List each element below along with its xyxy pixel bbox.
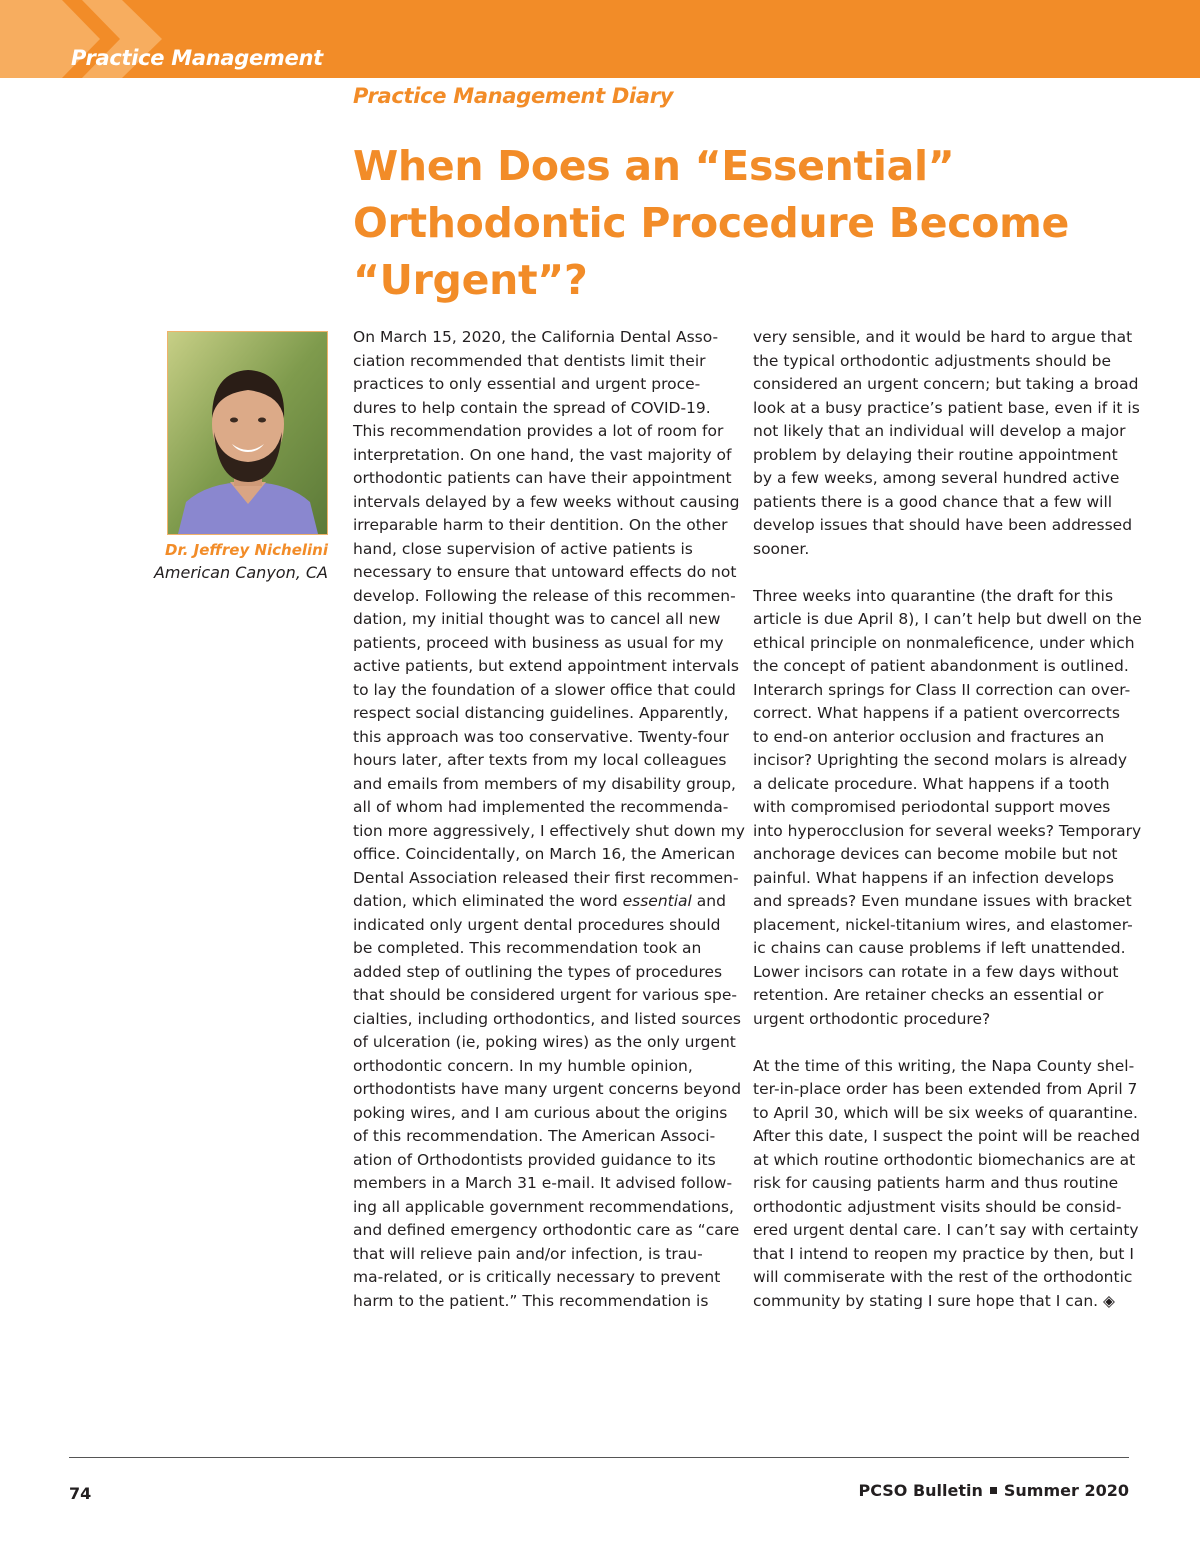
body-line: correct. What happens if a patient overcorrects [753, 704, 1120, 722]
body-line: and defined emergency orthodontic care as “care [353, 1221, 740, 1239]
body-line: At the time of this writing, the Napa County shel- [753, 1056, 1135, 1075]
body-line: hand, close supervision of active patients is [353, 539, 693, 558]
issue-date: Summer 2020 [1003, 1481, 1129, 1500]
body-line: patients there is a good chance that a few will [753, 492, 1113, 511]
author-location: American Canyon, CA [153, 563, 328, 582]
square-separator-icon [990, 1487, 997, 1494]
body-line: to April 30, which will be six weeks of quarantine. [753, 1103, 1138, 1122]
end-mark-icon: ◈ [1103, 1291, 1115, 1310]
body-line: into hyperocclusion for several weeks? Temporary [753, 821, 1142, 840]
publication-name: PCSO Bulletin [858, 1481, 983, 1500]
body-line: office. Coincidentally, on March 16, the American [353, 845, 736, 863]
body-line: ation of Orthodontists provided guidance to its [353, 1150, 716, 1169]
footer-rule [69, 1457, 1129, 1458]
body-line: that I intend to reopen my practice by then, but I [753, 1244, 1134, 1263]
body-line: necessary to ensure that untoward effects do not [353, 563, 737, 581]
body-line: After this date, I suspect the point will be reached [753, 1127, 1140, 1145]
body-line: active patients, but extend appointment intervals [353, 657, 739, 675]
body-line: interpretation. On one hand, the vast majority of [353, 445, 732, 464]
paragraph-gap [753, 561, 1133, 585]
body-line: risk for causing patients harm and thus routine [753, 1174, 1119, 1192]
body-line-last [753, 1290, 1133, 1314]
body-line: be completed. This recommendation took an [353, 939, 702, 957]
body-line: Three weeks into quarantine (the draft for this [753, 586, 1114, 605]
body-line: the concept of patient abandonment is outlined. [753, 657, 1129, 675]
body-line: On March 15, 2020, the California Dental Asso- [353, 328, 719, 346]
body-line: tion more aggressively, I effectively shut down my [353, 821, 745, 840]
body-line: of ulceration (ie, poking wires) as the only urgent [353, 1033, 736, 1051]
body-line: members in a March 31 e-mail. It advised follow- [353, 1174, 733, 1192]
body-line: ciation recommended that dentists limit their [353, 351, 706, 370]
article-title [353, 138, 1113, 309]
section-label: Practice Management [71, 46, 323, 70]
body-line: orthodontists have many urgent concerns beyond [353, 1080, 742, 1098]
body-line: a delicate procedure. What happens if a tooth [753, 774, 1110, 793]
body-line: ethical principle on nonmaleficence, under which [753, 633, 1135, 652]
body-line: harm to the patient.” This recommendation is [353, 1291, 709, 1310]
body-line: to end-on anterior occlusion and fractures an [753, 727, 1105, 746]
body-line: all of whom had implemented the recommenda- [353, 798, 729, 816]
body-line: at which routine orthodontic biomechanics are at [753, 1150, 1136, 1169]
body-line: incisor? Uprighting the second molars is already [753, 751, 1128, 769]
page-number: 74 [69, 1484, 92, 1503]
body-line: that will relieve pain and/or infection, is trau- [353, 1244, 703, 1263]
section-header-bar [0, 0, 1200, 78]
article-column-right [753, 326, 1142, 1313]
body-line: patients, proceed with business as usual for my [353, 633, 724, 652]
body-line: painful. What happens if an infection develops [753, 868, 1114, 887]
body-line: considered an urgent concern; but taking a broad [753, 375, 1139, 393]
body-line: will commiserate with the rest of the orthodontic [753, 1268, 1133, 1286]
body-line: intervals delayed by a few weeks without causing [353, 492, 740, 511]
author-name: Dr. Jeffrey Nichelini [165, 541, 328, 559]
article-title-line: Orthodontic Procedure Become [353, 199, 1070, 247]
body-line: that should be considered urgent for various spe- [353, 986, 737, 1004]
body-line: Interarch springs for Class II correction can over- [753, 680, 1131, 699]
body-line: the typical orthodontic adjustments should be [753, 351, 1112, 370]
body-line: not likely that an individual will develop a major [753, 422, 1126, 440]
body-line: urgent orthodontic procedure? [753, 1009, 991, 1028]
body-line: ered urgent dental care. I can’t say with certainty [753, 1221, 1139, 1239]
body-line: ing all applicable government recommendations, [353, 1197, 734, 1216]
body-line: look at a busy practice’s patient base, even if it is [753, 398, 1140, 417]
body-line: this approach was too conservative. Twenty-four [353, 727, 729, 746]
body-line: anchorage devices can become mobile but not [753, 845, 1118, 863]
body-line: This recommendation provides a lot of room for [353, 422, 724, 440]
body-line: sooner. [753, 539, 810, 558]
body-line: of this recommendation. The American Associ- [353, 1127, 716, 1145]
body-line: retention. Are retainer checks an essential or [753, 986, 1104, 1004]
body-line: very sensible, and it would be hard to argue that [753, 328, 1133, 346]
body-line: article is due April 8), I can’t help but dwell on the [753, 610, 1142, 628]
body-line: practices to only essential and urgent proce- [353, 375, 701, 393]
body-line: ter-in-place order has been extended from April 7 [753, 1080, 1138, 1098]
footer-publication [859, 1481, 1130, 1500]
article-column-left [353, 326, 745, 1313]
body-line: ma-related, or is critically necessary to prevent [353, 1268, 721, 1286]
body-line: orthodontic concern. In my humble opinion, [353, 1056, 693, 1075]
body-line: and emails from members of my disability group, [353, 774, 736, 793]
author-portrait-icon [168, 332, 327, 534]
body-line: poking wires, and I am curious about the origins [353, 1103, 728, 1122]
body-line: dation, which eliminated the word essential and [353, 892, 726, 910]
body-line: respect social distancing guidelines. Apparently, [353, 704, 729, 722]
article-kicker: Practice Management Diary [353, 84, 674, 108]
body-line: problem by delaying their routine appointment [753, 445, 1118, 464]
body-line: orthodontic adjustment visits should be consid- [753, 1197, 1122, 1216]
body-line: irreparable harm to their dentition. On the other [353, 516, 728, 534]
body-line: ic chains can cause problems if left unattended. [753, 939, 1126, 957]
body-line: with compromised periodontal support moves [753, 798, 1111, 816]
article-title-line: When Does an “Essential” [353, 142, 955, 190]
author-photo [167, 331, 328, 535]
paragraph-gap [753, 1031, 1133, 1055]
emphasis-essential: essential [622, 892, 692, 910]
body-line: indicated only urgent dental procedures should [353, 915, 721, 934]
body-line: added step of outlining the types of procedures [353, 962, 723, 981]
body-line: Lower incisors can rotate in a few days without [753, 962, 1119, 981]
body-line: hours later, after texts from my local colleagues [353, 751, 727, 769]
body-line: by a few weeks, among several hundred active [753, 469, 1120, 487]
body-line: develop issues that should have been addressed [753, 516, 1133, 534]
body-line-text: community by stating I sure hope that I can. [753, 1291, 1099, 1310]
body-line: placement, nickel-titanium wires, and elastomer- [753, 915, 1133, 934]
body-line: Dental Association released their first recommen- [353, 868, 739, 887]
body-line: cialties, including orthodontics, and listed sources [353, 1009, 741, 1028]
body-line: and spreads? Even mundane issues with bracket [753, 892, 1132, 910]
article-title-line: “Urgent”? [353, 256, 588, 304]
body-line: to lay the foundation of a slower office that could [353, 680, 736, 699]
body-line: dures to help contain the spread of COVID-19. [353, 398, 711, 417]
body-line: develop. Following the release of this recommen- [353, 586, 736, 605]
body-line: dation, my initial thought was to cancel all new [353, 610, 721, 628]
body-line: orthodontic patients can have their appointment [353, 469, 732, 487]
